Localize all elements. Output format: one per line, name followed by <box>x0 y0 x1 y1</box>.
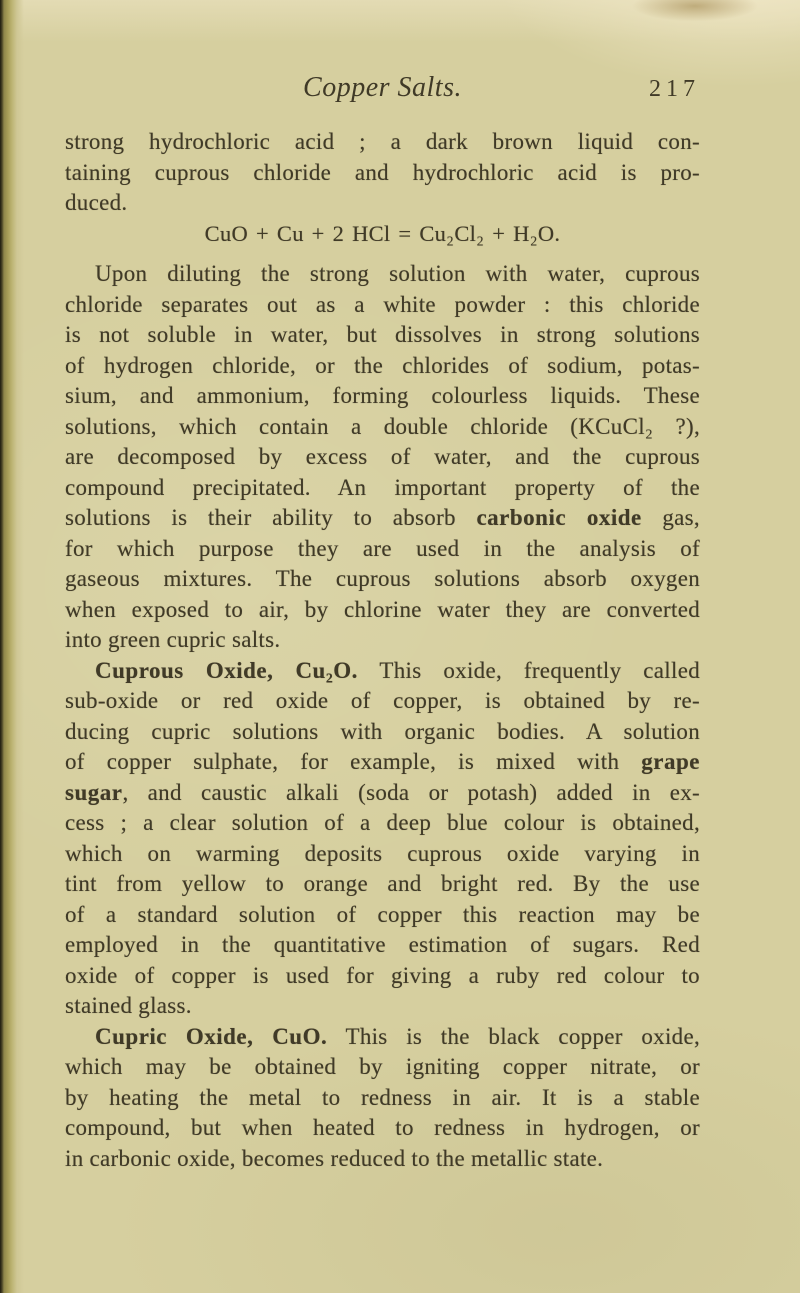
text-segment: strong hydrochloric acid ; a dark brown liquid con- <box>65 129 700 154</box>
text-segment: tint from yellow to orange and bright red. By the use <box>65 871 700 896</box>
text-line <box>65 991 700 1022</box>
text-line <box>65 961 700 992</box>
text-line <box>65 1083 700 1114</box>
text-line <box>65 534 700 565</box>
text-segment: which may be obtained by igniting copper nitrate, or <box>65 1054 700 1079</box>
text-line <box>65 686 700 717</box>
text-line <box>65 930 700 961</box>
running-head-title: Copper Salts. <box>303 72 462 103</box>
text-line <box>65 564 700 595</box>
text-segment: sub-oxide or red oxide of copper, is obtained by re- <box>65 688 700 713</box>
text-line <box>65 127 700 158</box>
text-line <box>65 1144 700 1175</box>
bold-term: sugar <box>65 779 123 805</box>
chemical-equation <box>65 219 700 250</box>
text-line <box>65 290 700 321</box>
text-segment: compound precipitated. An important property of the <box>65 474 700 500</box>
text-segment: chloride separates out as a white powder : this chloride <box>65 291 700 317</box>
text-line <box>65 158 700 189</box>
text-segment: of copper sulphate, for example, is mixed with <box>65 749 642 774</box>
text-segment: is not soluble in water, but dissolves in strong solutions <box>65 322 700 347</box>
page-header <box>65 72 700 104</box>
text-segment: CuO + Cu + 2 HCl = Cu₂Cl₂ + H₂O. <box>204 220 561 246</box>
text-line <box>65 188 700 219</box>
text-segment: stained glass. <box>65 993 192 1018</box>
text-line <box>65 900 700 931</box>
text-segment: gas, <box>641 505 700 530</box>
text-segment: ducing cupric solutions with organic bodies. A solution <box>65 718 700 744</box>
text-segment: solutions is their ability to absorb <box>65 505 477 530</box>
bold-term: carbonic oxide <box>476 505 642 530</box>
text-segment: are decomposed by excess of water, and the cuprous <box>65 444 700 469</box>
page-content <box>65 0 700 1171</box>
text-segment: for which purpose they are used in the analysis of <box>65 535 700 561</box>
text-line <box>65 808 700 839</box>
text-line <box>65 412 700 443</box>
text-line <box>65 1113 700 1144</box>
text-line <box>65 1022 700 1053</box>
text-line <box>65 839 700 870</box>
text-line <box>65 717 700 748</box>
text-segment: compound, but when heated to redness in hydrogen, or <box>65 1115 700 1140</box>
text-line <box>65 1052 700 1083</box>
text-segment: oxide of copper is used for giving a ruby red colour to <box>65 962 700 988</box>
text-line <box>65 320 700 351</box>
text-line <box>65 442 700 473</box>
bold-term: Cuprous Oxide, Cu₂O. <box>95 657 358 683</box>
text-line <box>65 259 700 290</box>
page-number: 217 <box>649 76 700 102</box>
text-segment: Upon diluting the strong solution with water, cuprous <box>95 261 700 286</box>
text-line <box>65 625 700 656</box>
text-segment: This oxide, frequently called <box>357 657 700 683</box>
text-line <box>65 778 700 809</box>
book-binding-edge <box>0 0 26 1293</box>
text-line <box>65 473 700 504</box>
text-line <box>65 869 700 900</box>
text-line <box>65 503 700 534</box>
text-line <box>65 381 700 412</box>
text-line <box>65 656 700 687</box>
text-segment: by heating the metal to redness in air. It is a stable <box>65 1084 700 1110</box>
text-segment: which on warming deposits cuprous oxide varying in <box>65 840 700 866</box>
bold-term: grape <box>641 749 700 774</box>
text-segment: , and caustic alkali (soda or potash) added in ex- <box>122 779 700 805</box>
text-segment: sium, and ammonium, forming colourless liquids. These <box>65 383 700 408</box>
page-text <box>65 127 700 1174</box>
text-segment: gaseous mixtures. The cuprous solutions absorb oxygen <box>65 566 700 591</box>
text-segment: cess ; a clear solution of a deep blue colour is obtained, <box>65 810 700 835</box>
text-segment: when exposed to air, by chlorine water they are converted <box>65 596 700 622</box>
text-segment: of a standard solution of copper this reaction may be <box>65 901 700 927</box>
text-segment: into green cupric salts. <box>65 627 281 652</box>
text-segment: solutions, which contain a double chloride (KCuCl₂ ?), <box>65 413 700 439</box>
text-line <box>65 747 700 778</box>
text-segment: This is the black copper oxide, <box>327 1023 700 1049</box>
text-segment: duced. <box>65 190 128 215</box>
text-segment: of hydrogen chloride, or the chlorides of sodium, potas- <box>65 352 700 378</box>
text-segment: employed in the quantitative estimation of sugars. Red <box>65 932 700 957</box>
text-line <box>65 595 700 626</box>
text-line <box>65 351 700 382</box>
bold-term: Cupric Oxide, CuO. <box>95 1023 328 1049</box>
text-segment: in carbonic oxide, becomes reduced to the metallic state. <box>65 1145 604 1171</box>
text-segment: taining cuprous chloride and hydrochloric acid is pro- <box>65 159 700 185</box>
